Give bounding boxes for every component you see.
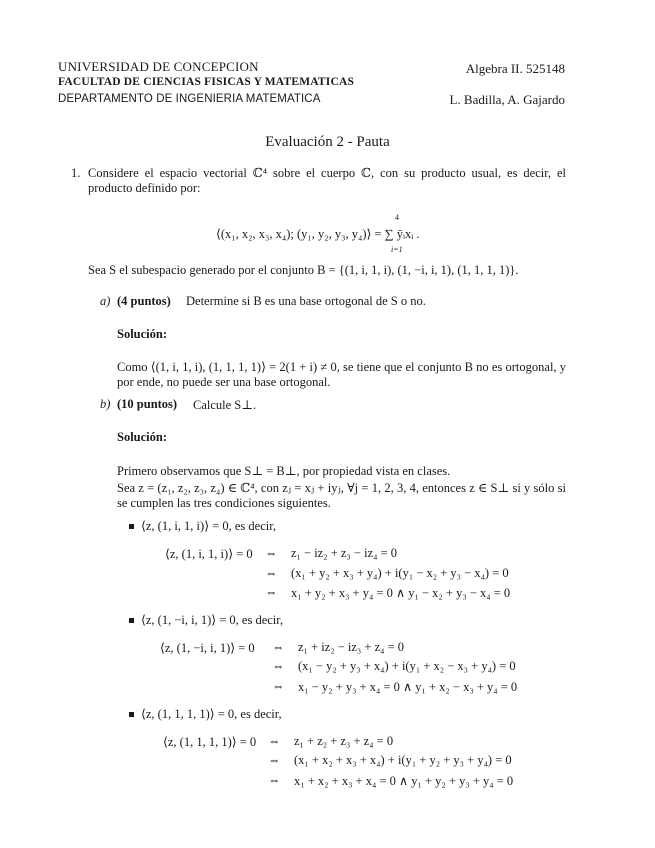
part-a-solution-label: Solución:	[117, 327, 168, 341]
condition-2-lhs: ⟨z, (1, −i, i, 1)⟩ = 0	[160, 641, 255, 655]
condition-3-row-1: z₁ + z₂ + z₃ + z₄ = 0	[294, 734, 394, 748]
university-name: UNIVERSIDAD DE CONCEPCION	[58, 59, 259, 74]
faculty-name: FACULTAD DE CIENCIAS FISICAS Y MATEMATICAS	[58, 76, 355, 88]
condition-2-row-1: z₁ + iz₂ − iz₃ + z₄ = 0	[298, 640, 405, 654]
iff-symbol: ⇔	[265, 566, 278, 580]
subspace-definition: Sea S el subespacio generado por el conjunto B = {(1, i, 1, i), (1, −i, i, 1), (1, 1, 1, 1)}.	[88, 263, 519, 277]
inner-product-formula: ⟨(x₁, x₂, x₃, x₄); (y₁, y₂, y₃, y₄)⟩ = ∑ ȳᵢxᵢ .	[216, 227, 420, 241]
part-b-solution-label: Solución:	[117, 430, 168, 444]
page-title: Evaluación 2 - Pauta	[265, 134, 390, 150]
authors: L. Badilla, A. Gajardo	[449, 92, 565, 107]
bullet-marker	[129, 618, 134, 623]
part-a-text: Determine si B es una base ortogonal de S o no.	[186, 294, 426, 308]
iff-symbol: ⇔	[272, 659, 285, 673]
condition-3-lhs: ⟨z, (1, 1, 1, 1)⟩ = 0	[163, 735, 257, 749]
sum-upper-limit: 4	[395, 213, 399, 222]
iff-symbol: ⇔	[265, 585, 278, 599]
iff-symbol: ⇔	[268, 753, 281, 767]
condition-3-row-2: (x₁ + x₂ + x₃ + x₄) + i(y₁ + y₂ + y₃ + y₄) = 0	[294, 753, 512, 767]
condition-1-row-3: x₁ + y₂ + x₃ + y₄ = 0 ∧ y₁ − x₂ + y₃ − x₄ = 0	[291, 586, 511, 600]
part-b-label: b)	[100, 397, 111, 411]
iff-symbol: ⇔	[268, 773, 281, 787]
part-b-text: Calcule S⊥.	[193, 398, 257, 412]
part-a-label: a)	[100, 294, 111, 308]
problem-intro: Considere el espacio vectorial ℂ⁴ sobre el cuerpo ℂ, con su producto usual, es decir, el producto definido por:	[88, 166, 566, 195]
condition-1-row-1: z₁ − iz₂ + z₃ − iz₄ = 0	[291, 546, 398, 560]
iff-symbol: ⇔	[272, 640, 285, 654]
problem-number: 1.	[71, 166, 81, 180]
condition-2-row-3: x₁ − y₂ + y₃ + x₄ = 0 ∧ y₁ + x₂ − x₃ + y₄ = 0	[298, 680, 518, 694]
course-code: Algebra II. 525148	[465, 61, 565, 76]
iff-symbol: ⇔	[265, 546, 278, 560]
condition-2-row-2: (x₁ − y₂ + y₃ + x₄) + i(y₁ + x₂ − x₃ + y₄) = 0	[298, 659, 516, 673]
condition-3-intro: ⟨z, (1, 1, 1, 1)⟩ = 0, es decir,	[141, 707, 282, 721]
condition-1-intro: ⟨z, (1, i, 1, i)⟩ = 0, es decir,	[141, 519, 277, 533]
condition-1-row-2: (x₁ + y₂ + x₃ + y₄) + i(y₁ − x₂ + y₃ − x₄) = 0	[291, 566, 509, 580]
part-b-points: (10 puntos)	[117, 397, 178, 411]
condition-3-row-3: x₁ + x₂ + x₃ + x₄ = 0 ∧ y₁ + y₂ + y₃ + y₄ = 0	[294, 774, 514, 788]
sum-lower-limit: i=1	[391, 245, 403, 254]
department-name: DEPARTAMENTO DE INGENIERIA MATEMATICA	[58, 93, 321, 105]
part-b-line1: Primero observamos que S⊥ = B⊥, por propiedad vista en clases.	[117, 464, 451, 478]
condition-1-lhs: ⟨z, (1, i, 1, i)⟩ = 0	[165, 547, 253, 561]
bullet-marker	[129, 524, 134, 529]
iff-symbol: ⇔	[272, 679, 285, 693]
part-a-points: (4 puntos)	[117, 294, 171, 308]
iff-symbol: ⇔	[268, 734, 281, 748]
condition-2-intro: ⟨z, (1, −i, i, 1)⟩ = 0, es decir,	[141, 613, 284, 627]
part-a-solution: Como ⟨(1, i, 1, i), (1, 1, 1, 1)⟩ = 2(1 + i) ≠ 0, se tiene que el conjunto B no es ortogonal, y por ende, no puede ser una base ortogonal.	[117, 360, 566, 389]
part-b-line2: Sea z = (z₁, z₂, z₃, z₄) ∈ ℂ⁴, con zⱼ = xⱼ + iyⱼ, ∀j = 1, 2, 3, 4, entonces z ∈ S⊥ si y sólo si se cumplen las tres condiciones siguientes.	[117, 481, 566, 510]
bullet-marker	[129, 712, 134, 717]
